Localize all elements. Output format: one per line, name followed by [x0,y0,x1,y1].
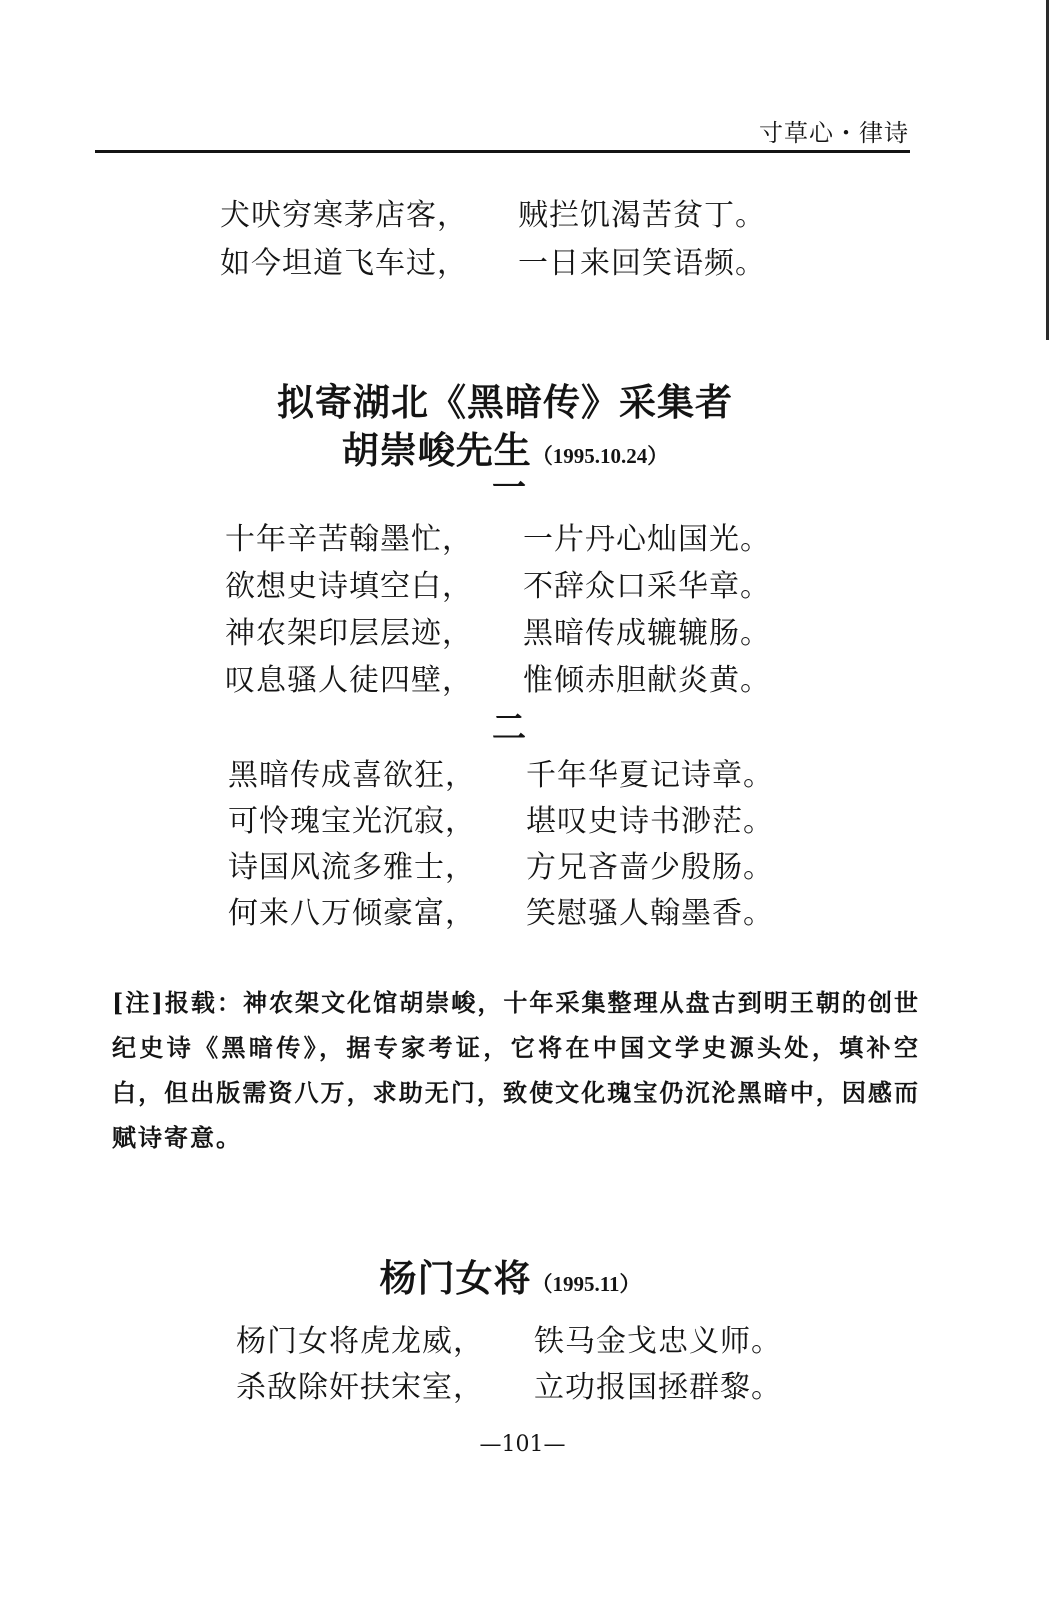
line-second-half: 立功报国拯群黎。 [534,1370,782,1405]
poem-title-text: 杨门女将 [379,1257,532,1300]
line-first-half: 黑暗传成喜欲狂， [228,758,476,793]
line-first-half: 神农架印层层迹， [225,616,473,651]
poem-note [112,980,920,1160]
poem-title-name: 胡崇峻先生 [341,429,532,472]
line-first-half: 杨门女将虎龙威， [236,1324,484,1359]
poem-date: （1995.11） [531,1272,641,1296]
poem-title [0,1248,1020,1302]
poem-date: （1995.10.24） [531,444,669,468]
line-second-half: 一片丹心灿国光。 [523,522,771,557]
line-first-half: 何来八万倾豪富， [228,896,476,931]
line-second-half: 堪叹史诗书渺茫。 [526,804,774,839]
line-second-half: 铁马金戈忠义师。 [534,1324,782,1359]
note-text: [注]报载：神农架文化馆胡崇峻，十年采集整理从盘古到明王朝的创世纪史诗《黑暗传》，据专家考证，它将在中国文学史源头处，填补空白，但出版需资八万，求助无门，致使文化瑰宝仍沉沦黑暗中，因感而赋诗寄意。 [112,988,920,1152]
line-second-half: 方兄吝啬少殷肠。 [526,850,774,885]
line-first-half: 犬吠穷寒茅店客， [220,198,468,233]
line-first-half: 十年辛苦翰墨忙， [225,522,473,557]
line-second-half: 不辞众口采华章。 [523,569,771,604]
line-first-half: 诗国风流多雅士， [228,850,476,885]
header-rule [95,150,910,153]
section-number: 二 [492,708,526,748]
line-first-half: 杀敌除奸扶宋室， [236,1370,484,1405]
line-first-half: 叹息骚人徒四壁， [225,663,473,698]
line-second-half: 千年华夏记诗章。 [526,758,774,793]
line-first-half: 可怜瑰宝光沉寂， [228,804,476,839]
poem-title-line1: 拟寄湖北《黑暗传》采集者 [277,381,733,424]
section-number: 一 [492,468,526,508]
line-first-half: 欲想史诗填空白， [225,569,473,604]
line-first-half: 如今坦道飞车过， [220,246,468,281]
line-second-half: 贼拦饥渴苦贫丁。 [518,198,766,233]
page-number: —101— [479,1432,566,1457]
line-second-half: 笑慰骚人翰墨香。 [526,896,774,931]
line-second-half: 一日来回笑语频。 [518,246,766,281]
line-second-half: 惟倾赤胆献炎黄。 [523,663,771,698]
line-second-half: 黑暗传成辘辘肠。 [523,616,771,651]
running-header: 寸草心・律诗 [759,119,909,147]
